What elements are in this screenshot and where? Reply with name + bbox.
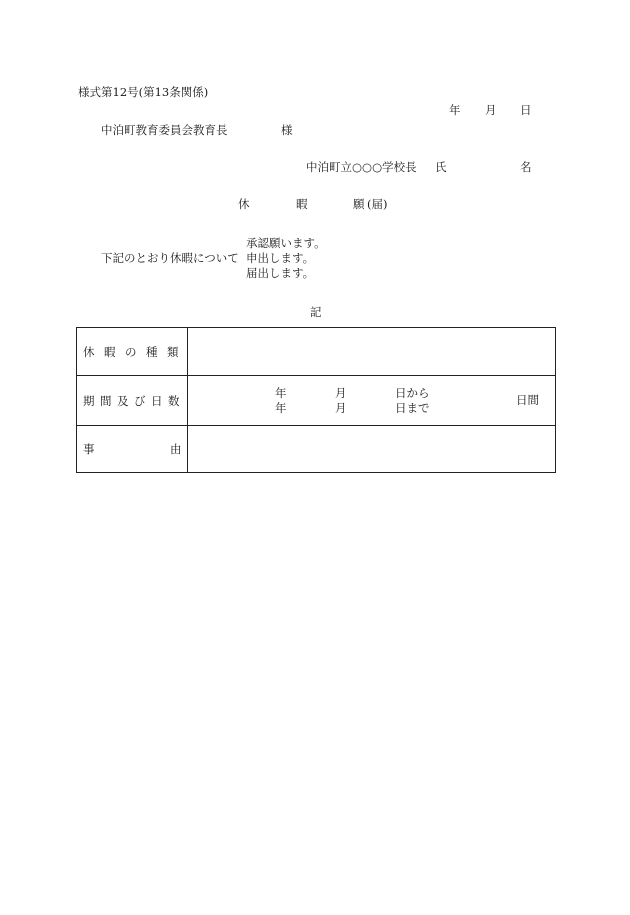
label-char: 日: [151, 393, 163, 408]
reason-label-cell: [77, 426, 188, 473]
period-end-year: 年: [275, 401, 287, 415]
body-option-application: 申出します。: [246, 251, 315, 265]
body-lead: 下記のとおり休暇について: [101, 251, 239, 265]
period-start-year: 年: [275, 386, 287, 400]
document-title-part3: 願: [353, 197, 365, 211]
reason-value-cell[interactable]: [188, 426, 556, 473]
leave-details-table: [76, 327, 556, 473]
table-row: [77, 328, 556, 376]
period-value-cell[interactable]: [188, 376, 556, 426]
period-end-month: 月: [335, 401, 347, 415]
document-title-part2: 暇: [296, 197, 308, 211]
date-day-label: 日: [520, 103, 532, 117]
leave-type-value-cell[interactable]: [188, 328, 556, 376]
ki-heading: 記: [310, 305, 322, 319]
label-char: 種: [146, 344, 158, 359]
period-start-day: 日から: [395, 386, 430, 400]
table-row: [77, 376, 556, 426]
addressee-name: 中泊町教育委員会教育長: [101, 123, 228, 137]
period-end-day: 日まで: [395, 401, 430, 415]
table-row: [77, 426, 556, 473]
label-char: 及: [117, 393, 129, 408]
body-option-notification: 届出します。: [246, 266, 315, 280]
label-char: 数: [168, 393, 180, 408]
label-char: 休: [83, 344, 95, 359]
period-days-suffix: 日間: [516, 393, 539, 407]
label-char: の: [125, 344, 137, 359]
leave-type-label-cell: [77, 328, 188, 376]
sender-school: 中泊町立○○○学校長: [306, 160, 417, 174]
label-char: 期: [83, 393, 95, 408]
sender-shi: 氏: [435, 160, 447, 174]
sender-mei: 名: [520, 160, 532, 174]
document-title-part4: (届): [367, 197, 388, 211]
label-char: 類: [167, 344, 179, 359]
date-year-label: 年: [449, 103, 461, 117]
label-char: 由: [170, 442, 182, 456]
label-char: 間: [100, 393, 112, 408]
addressee-honorific: 様: [281, 123, 293, 137]
label-char: 暇: [104, 344, 116, 359]
document-title-part1: 休: [238, 197, 250, 211]
form-number: 様式第12号(第13条関係): [78, 85, 209, 99]
period-label-cell: [77, 376, 188, 426]
label-char: 事: [83, 442, 95, 456]
label-char: び: [134, 393, 146, 408]
date-month-label: 月: [485, 103, 497, 117]
body-option-approval: 承認願います。: [246, 236, 326, 250]
period-start-month: 月: [335, 386, 347, 400]
